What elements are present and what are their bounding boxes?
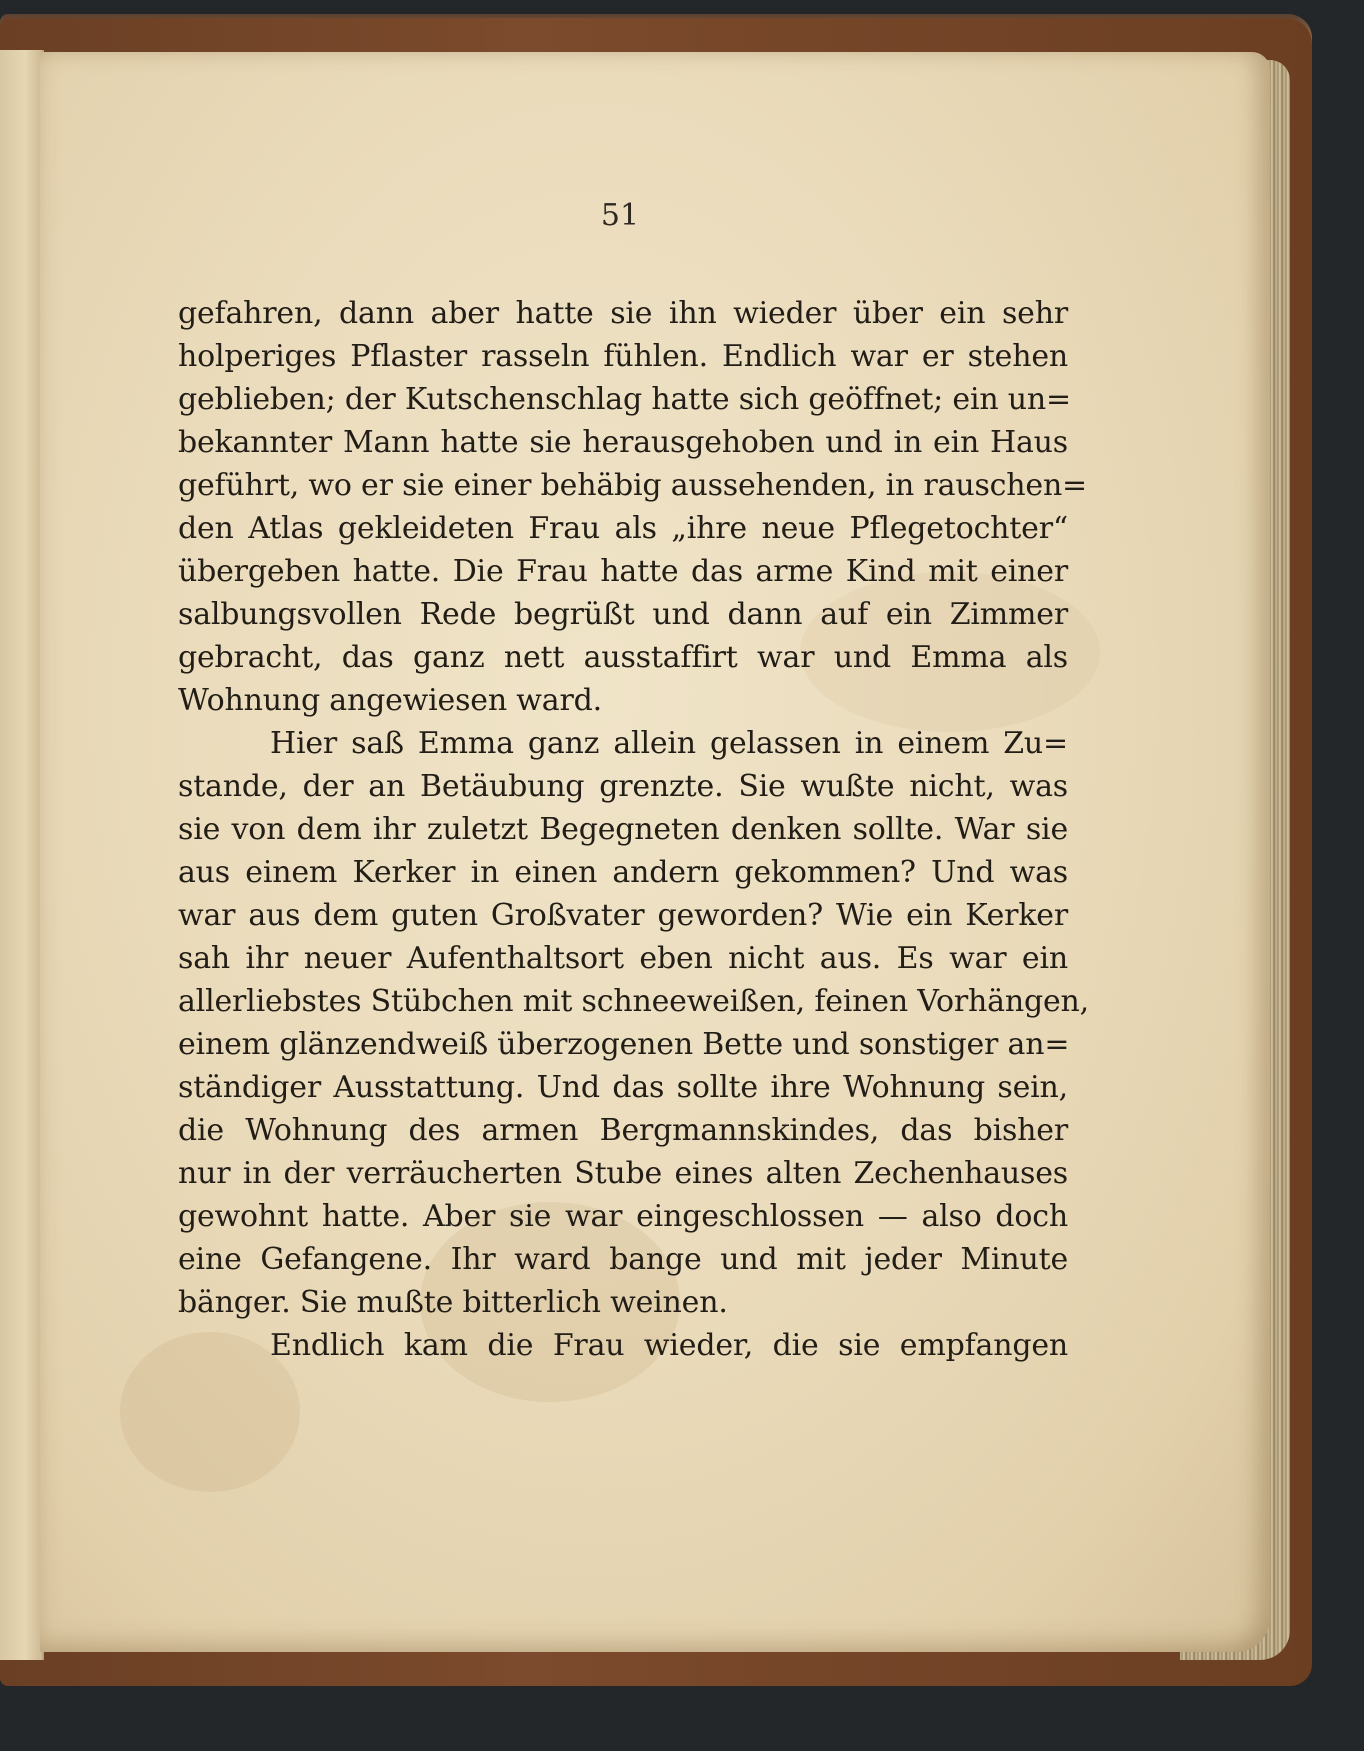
text-line: bänger. Sie mußte bitterlich weinen.: [178, 1285, 728, 1320]
text-line: nur in der verräucherten Stube eines alten Zechenhauses: [178, 1156, 1068, 1191]
page-number: 51: [600, 198, 640, 233]
body-text: [178, 292, 1089, 1367]
text-line: geführt, wo er sie einer behäbig aussehenden, in rauschen=: [178, 468, 1087, 503]
facing-page-edge: [0, 50, 44, 1660]
text-line: allerliebstes Stübchen mit schneeweißen, feinen Vorhängen,: [178, 984, 1089, 1019]
text-line: eine Gefangene. Ihr ward bange und mit jeder Minute: [178, 1242, 1068, 1277]
text-line: gefahren, dann aber hatte sie ihn wieder über ein sehr: [178, 296, 1068, 331]
text-line: Wohnung angewiesen ward.: [178, 683, 602, 718]
text-line: gebracht, das ganz nett ausstaffirt war und Emma als: [178, 640, 1068, 675]
text-line: sie von dem ihr zuletzt Begegneten denken sollte. War sie: [178, 812, 1068, 847]
text-line: sah ihr neuer Aufenthaltsort eben nicht aus. Es war ein: [178, 941, 1068, 976]
text-line: geblieben; der Kutschenschlag hatte sich geöffnet; ein un=: [178, 382, 1071, 417]
text-line: Hier saß Emma ganz allein gelassen in einem Zu=: [270, 726, 1068, 761]
text-line: die Wohnung des armen Bergmannskindes, das bisher: [178, 1113, 1068, 1148]
text-line: bekannter Mann hatte sie herausgehoben und in ein Haus: [178, 425, 1068, 460]
text-line: stande, der an Betäubung grenzte. Sie wußte nicht, was: [178, 769, 1068, 804]
text-line: war aus dem guten Großvater geworden? Wie ein Kerker: [178, 898, 1068, 933]
text-line: Endlich kam die Frau wieder, die sie empfangen: [270, 1328, 1068, 1363]
text-line: gewohnt hatte. Aber sie war eingeschlossen — also doch: [178, 1199, 1068, 1234]
text-line: übergeben hatte. Die Frau hatte das arme Kind mit einer: [178, 554, 1068, 589]
text-line: holperiges Pflaster rasseln fühlen. Endlich war er stehen: [178, 339, 1068, 374]
text-line: aus einem Kerker in einen andern gekommen? Und was: [178, 855, 1068, 890]
text-line: salbungsvollen Rede begrüßt und dann auf ein Zimmer: [178, 597, 1068, 632]
text-line: den Atlas gekleideten Frau als „ihre neue Pflegetochter“: [178, 511, 1068, 546]
text-line: ständiger Ausstattung. Und das sollte ihre Wohnung sein,: [178, 1070, 1068, 1105]
text-line: einem glänzendweiß überzogenen Bette und sonstiger an=: [178, 1027, 1070, 1062]
